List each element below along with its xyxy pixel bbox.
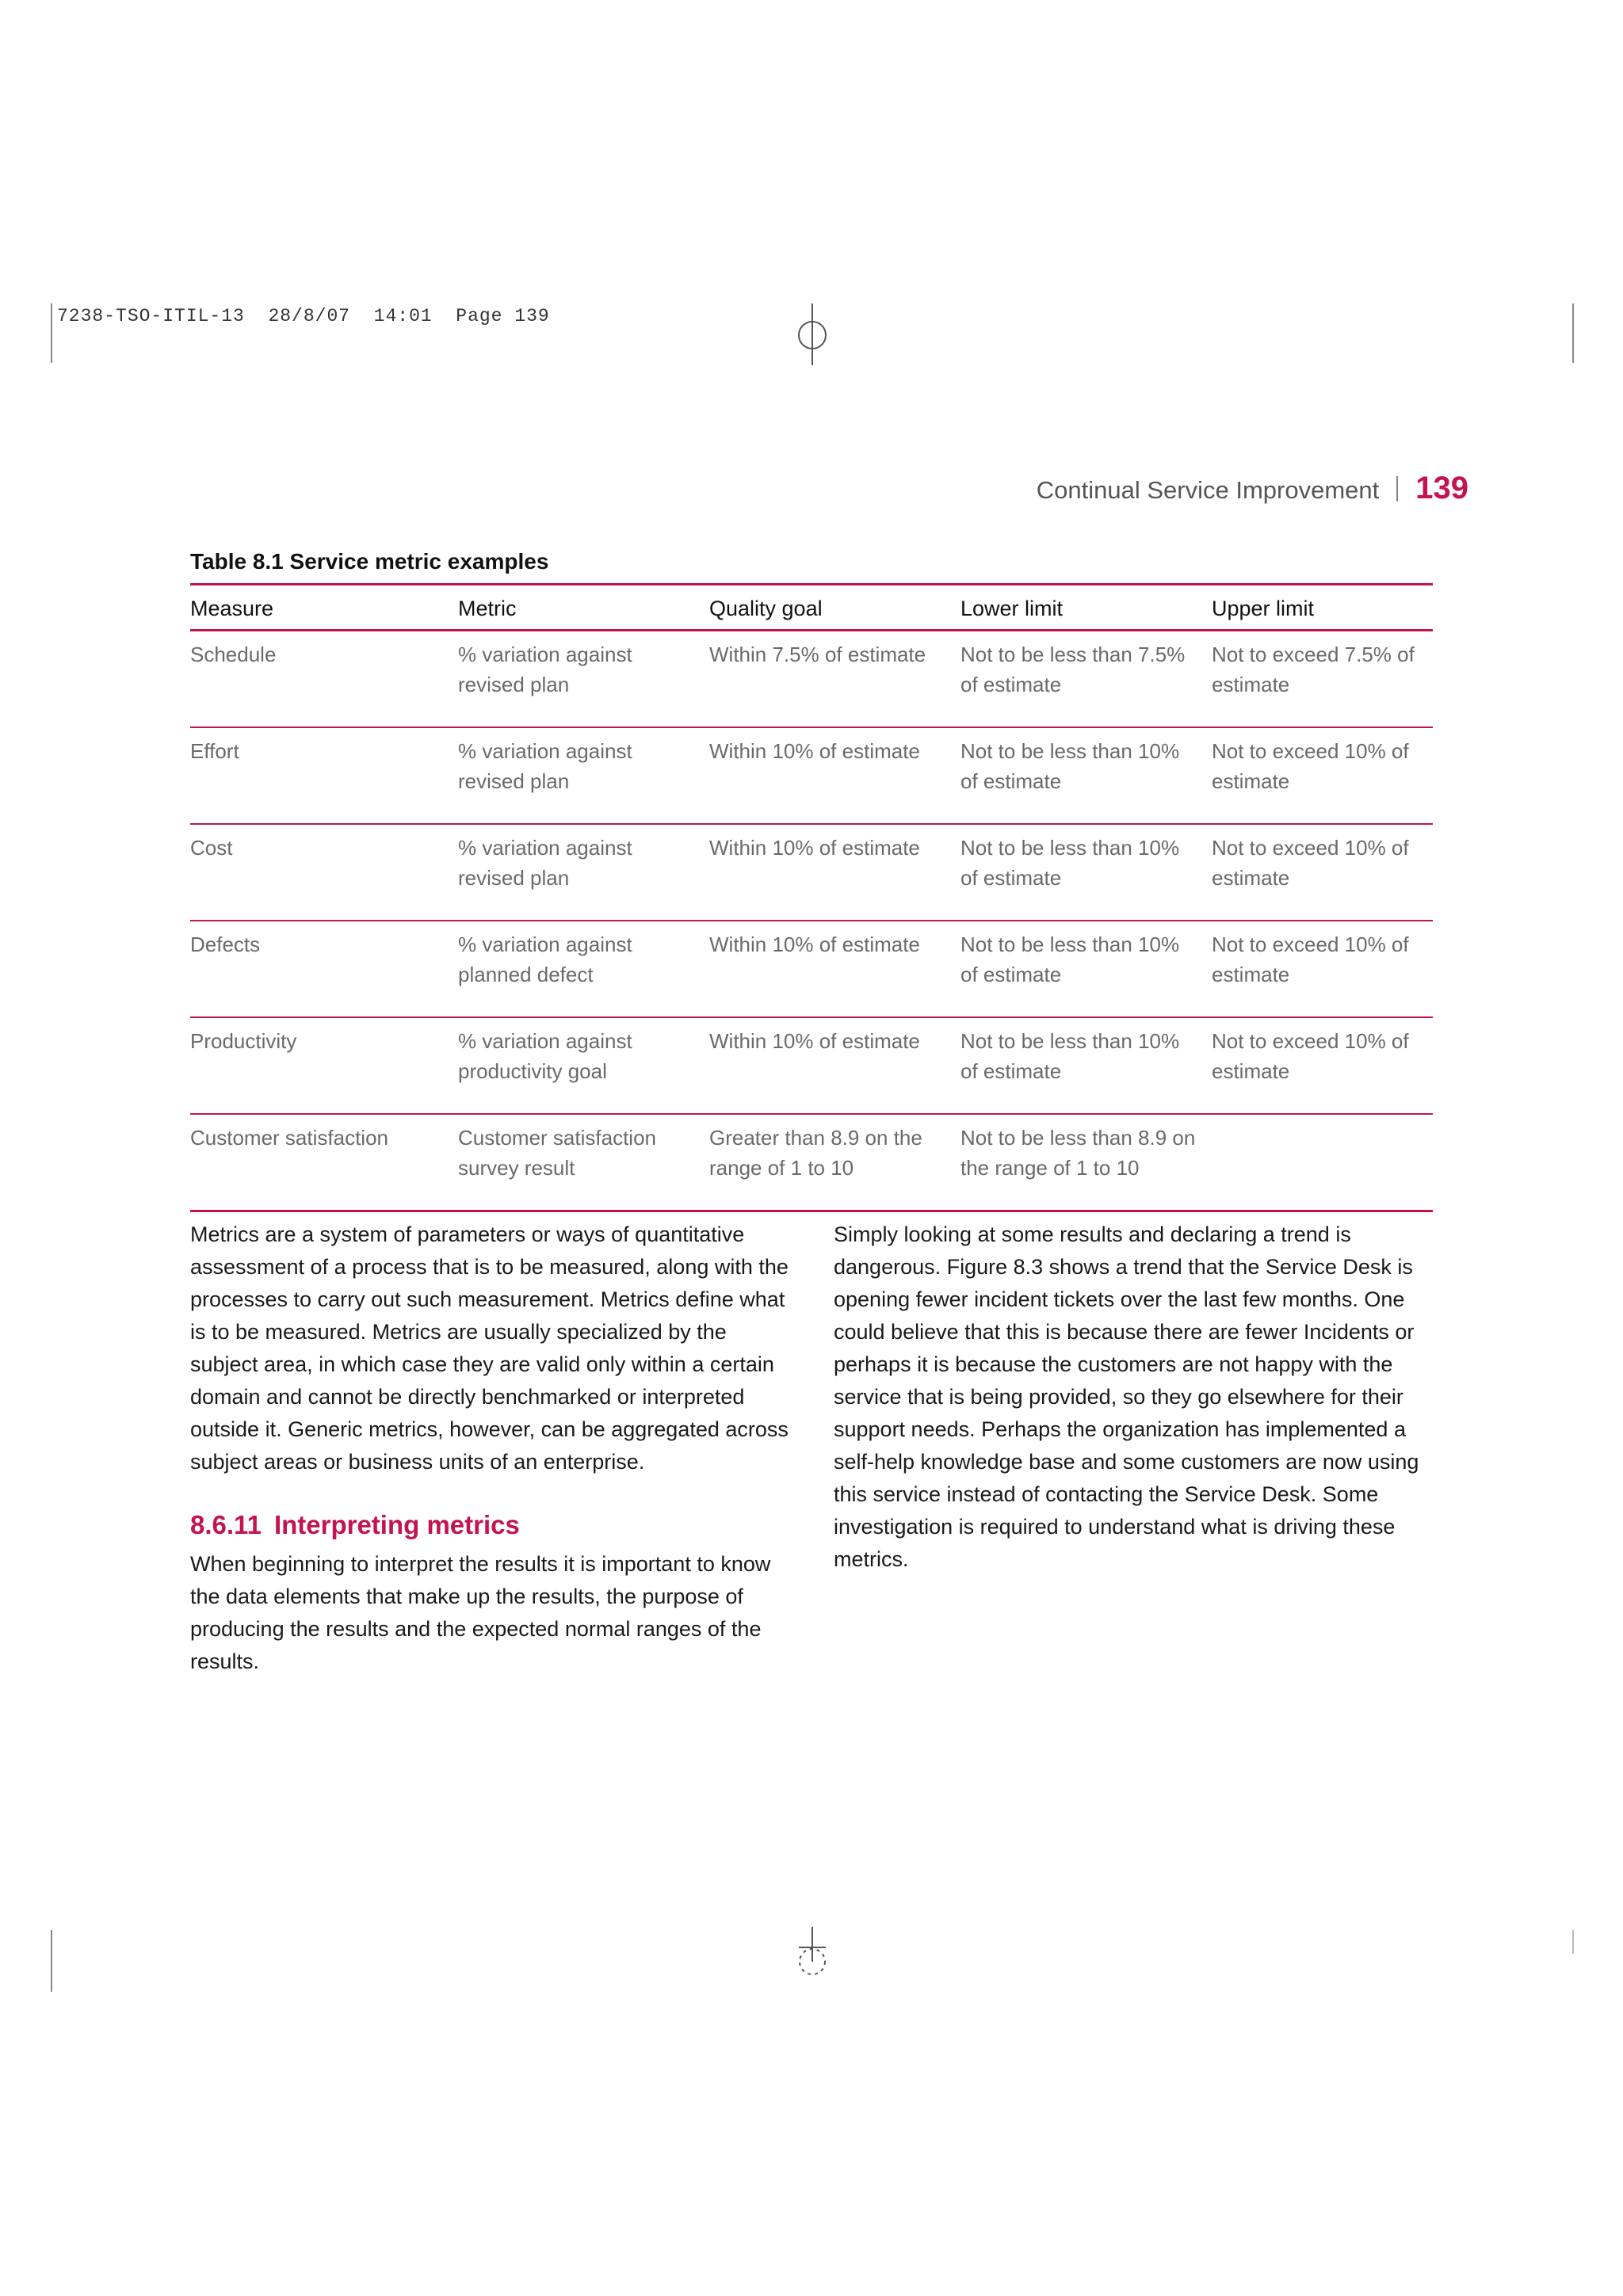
running-head-title: Continual Service Improvement: [1036, 476, 1380, 504]
crop-mark-bottom-right: [1572, 1930, 1574, 1954]
table-caption: Table 8.1 Service metric examples: [190, 549, 549, 574]
left-column: [190, 1219, 792, 1678]
table-row: [190, 727, 1433, 824]
cell-metric: % variation against planned defect: [458, 921, 709, 1017]
cell-upper-limit: Not to exceed 10% of estimate: [1212, 1017, 1433, 1114]
header-metric: Metric: [458, 585, 709, 631]
section-heading: [190, 1510, 792, 1540]
header-lower-limit: Lower limit: [960, 585, 1212, 631]
table-row: [190, 824, 1433, 921]
table-row: [190, 921, 1433, 1017]
registration-mark-top: [792, 303, 832, 367]
service-metric-table: [190, 583, 1433, 1212]
cell-measure: Effort: [190, 727, 458, 824]
cell-upper-limit: [1212, 1114, 1433, 1211]
trend-paragraph: Simply looking at some results and declaring a trend is dangerous. Figure 8.3 shows a trend that the Service Desk is opening fewer incident tickets over the last few months. One could believe that this is because there are fewer Incidents or perhaps it is because the customers are not happy with the service that is being provided, so they go elsewhere for their support needs. Perhaps the organization has implemented a self-help knowledge base and some customers are now using this service instead of contacting the Service Desk. Some investigation is required to understand what is driving these metrics.: [834, 1222, 1419, 1571]
cell-quality-goal: Within 10% of estimate: [709, 727, 960, 824]
interpreting-paragraph: When beginning to interpret the results it is important to know the data elements that make up the results, the purpose of producing the results and the expected normal ranges of the results.: [190, 1552, 771, 1673]
cell-upper-limit: Not to exceed 7.5% of estimate: [1212, 631, 1433, 728]
cell-quality-goal: Greater than 8.9 on the range of 1 to 10: [709, 1114, 960, 1211]
cell-upper-limit: Not to exceed 10% of estimate: [1212, 824, 1433, 921]
cell-lower-limit: Not to be less than 10% of estimate: [960, 727, 1212, 824]
cell-lower-limit: Not to be less than 10% of estimate: [960, 824, 1212, 921]
running-head-divider: [1396, 476, 1398, 502]
header-upper-limit: Upper limit: [1212, 585, 1433, 631]
cell-measure: Productivity: [190, 1017, 458, 1114]
printer-slug: 7238-TSO-ITIL-13 28/8/07 14:01 Page 139: [57, 306, 550, 326]
running-head: [1037, 471, 1468, 506]
crop-mark-top-left: [51, 303, 52, 363]
table-row: [190, 631, 1433, 728]
cell-measure: Defects: [190, 921, 458, 1017]
crop-mark-top-right: [1572, 303, 1574, 363]
registration-mark-bottom: [792, 1927, 832, 1982]
cell-quality-goal: Within 10% of estimate: [709, 1017, 960, 1114]
cell-metric: % variation against revised plan: [458, 824, 709, 921]
cell-measure: Cost: [190, 824, 458, 921]
cell-upper-limit: Not to exceed 10% of estimate: [1212, 727, 1433, 824]
cell-metric: Customer satisfaction survey result: [458, 1114, 709, 1211]
table-header-row: [190, 585, 1433, 631]
cell-quality-goal: Within 10% of estimate: [709, 921, 960, 1017]
header-measure: Measure: [190, 585, 458, 631]
section-number: 8.6.11: [190, 1510, 262, 1539]
cell-quality-goal: Within 7.5% of estimate: [709, 631, 960, 728]
header-quality-goal: Quality goal: [709, 585, 960, 631]
cell-lower-limit: Not to be less than 10% of estimate: [960, 1017, 1212, 1114]
crop-mark-bottom-left: [51, 1930, 52, 1992]
cell-lower-limit: Not to be less than 7.5% of estimate: [960, 631, 1212, 728]
metrics-definition-paragraph: Metrics are a system of parameters or ways of quantitative assessment of a process that is to be measured, along with the processes to carry out such measurement. Metrics define what is to be measured. Metrics are usually specialized by the subject area, in which case they are valid only within a certain domain and cannot be directly benchmarked or interpreted outside it. Generic metrics, however, can be aggregated across subject areas or business units of an enterprise.: [190, 1222, 789, 1474]
cell-measure: Schedule: [190, 631, 458, 728]
cell-upper-limit: Not to exceed 10% of estimate: [1212, 921, 1433, 1017]
cell-measure: Customer satisfaction: [190, 1114, 458, 1211]
cell-metric: % variation against revised plan: [458, 727, 709, 824]
section-title: Interpreting metrics: [273, 1510, 520, 1539]
table-row: [190, 1017, 1433, 1114]
cell-lower-limit: Not to be less than 8.9 on the range of 1 to 10: [960, 1114, 1212, 1211]
cell-quality-goal: Within 10% of estimate: [709, 824, 960, 921]
page-number: 139: [1415, 471, 1468, 505]
cell-metric: % variation against revised plan: [458, 631, 709, 728]
right-column: [834, 1219, 1436, 1576]
cell-lower-limit: Not to be less than 10% of estimate: [960, 921, 1212, 1017]
cell-metric: % variation against productivity goal: [458, 1017, 709, 1114]
table-row: [190, 1114, 1433, 1211]
